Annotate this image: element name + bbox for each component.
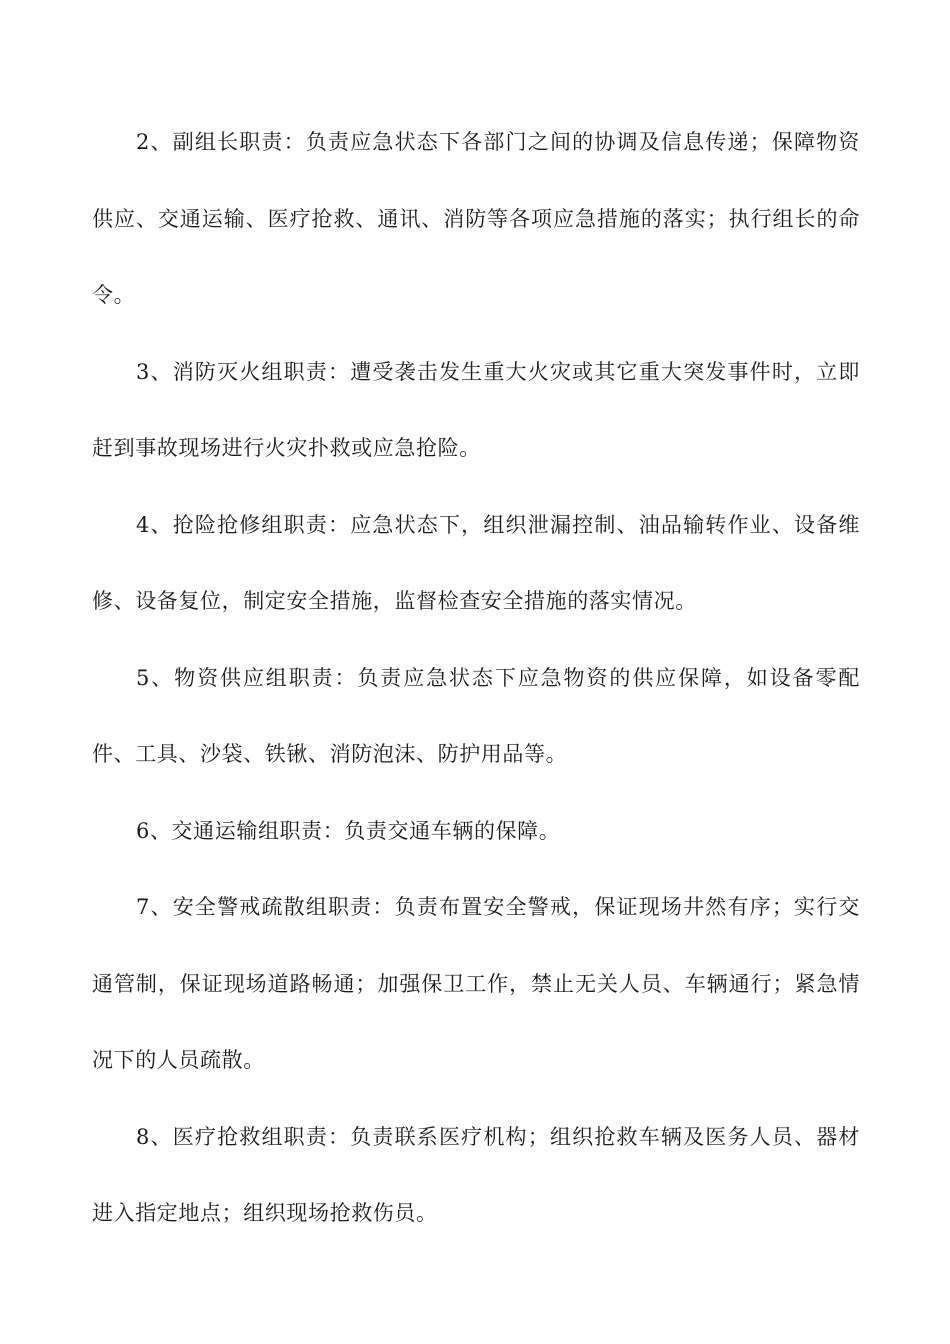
paragraph-transport-team-duties: 6、交通运输组职责：负责交通车辆的保障。: [136, 818, 561, 843]
paragraph-rescue-repair-team-duties: 4、抢险抢修组职责：应急状态下，组织泄漏控制、油品输转作业、设备维修、设备复位，制定安全措施，监督检查安全措施的落实情况。: [92, 512, 860, 613]
paragraph-medical-rescue-team-duties: 8、医疗抢救组职责：负责联系医疗机构；组织抢救车辆及医务人员、器材进入指定地点；组织现场抢救伤员。: [92, 1124, 860, 1225]
paragraph-security-evacuation-team-duties: 7、安全警戒疏散组职责：负责布置安全警戒，保证现场井然有序；实行交通管制，保证现场道路畅通；加强保卫工作，禁止无关人员、车辆通行；紧急情况下的人员疏散。: [92, 895, 860, 1072]
paragraph-supply-team-duties: 5、物资供应组职责：负责应急状态下应急物资的供应保障，如设备零配件、工具、沙袋、铁锹、消防泡沫、防护用品等。: [92, 665, 860, 766]
paragraph-firefighting-team-duties: 3、消防灭火组职责：遭受袭击发生重大火灾或其它重大突发事件时，立即赶到事故现场进行火灾扑救或应急抢险。: [92, 359, 860, 460]
document-body: [92, 104, 860, 1252]
paragraph-deputy-leader-duties: 2、副组长职责：负责应急状态下各部门之间的协调及信息传递；保障物资供应、交通运输、医疗抢救、通讯、消防等各项应急措施的落实；执行组长的命令。: [92, 130, 860, 307]
